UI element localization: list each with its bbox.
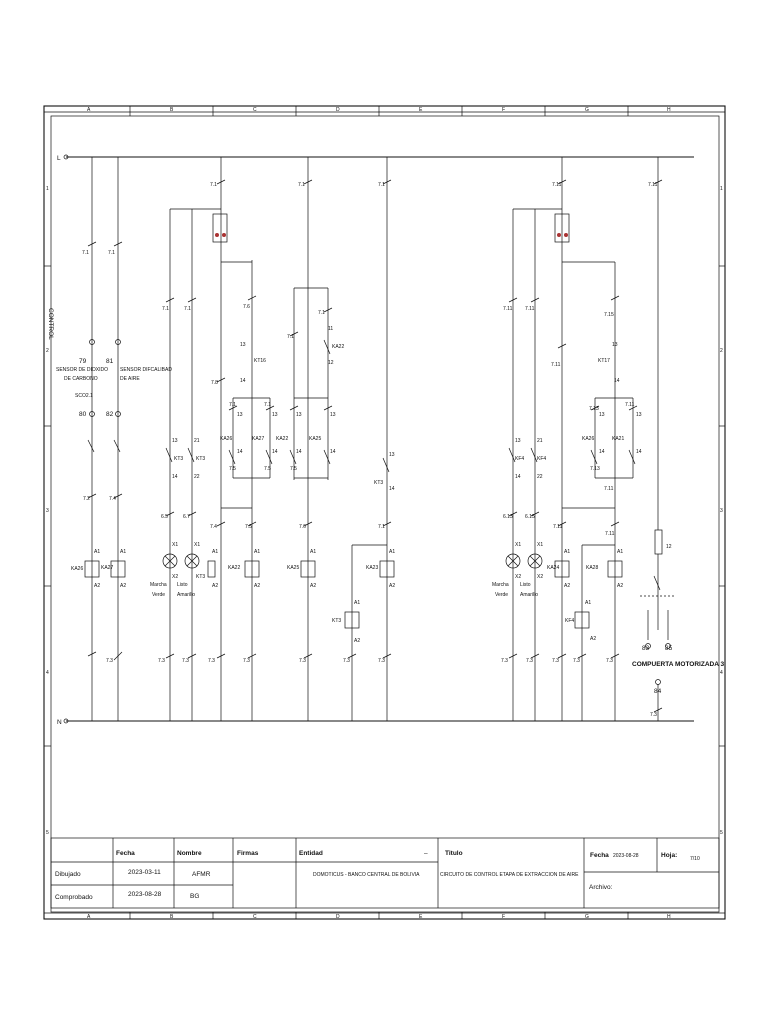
tb-col-entidad: Entidad bbox=[299, 850, 323, 857]
ref-7-3-r1: 7.3 bbox=[501, 658, 508, 664]
tb-row-comprobado: Comprobado bbox=[55, 894, 93, 901]
ka22-nc-12: 12 bbox=[328, 360, 334, 366]
ref-7-3-e: 7.3 bbox=[243, 658, 250, 664]
coil-a1-r2: A1 bbox=[617, 549, 624, 555]
ref-7-3-r5: 7.3 bbox=[606, 658, 613, 664]
kt3-timer-contact-14: 14 bbox=[389, 486, 395, 492]
ka26-r-contact-13: 13 bbox=[599, 412, 605, 418]
ref-7-1-g: 7.1 bbox=[108, 250, 115, 256]
ref-7-3-b: 7.3 bbox=[158, 658, 165, 664]
ref-7-4-a: 7.4 bbox=[210, 524, 217, 530]
sensor-co2-desc-1: SENSOR DE DIOXIDO bbox=[56, 367, 108, 373]
ka22-contact-13: 13 bbox=[296, 412, 302, 418]
sensor-air-desc-2: DE AIRE bbox=[120, 376, 140, 382]
coil-a2-r3: A2 bbox=[590, 636, 597, 642]
row-label-1: 1 bbox=[46, 186, 49, 192]
coil-a2-4: A2 bbox=[310, 583, 317, 589]
tb-date-checked: 2023-08-28 bbox=[128, 891, 162, 898]
coil-a2-kt3: A2 bbox=[212, 583, 219, 589]
ref-7-13-a: 7.13 bbox=[589, 406, 599, 412]
kf4-contact-14: 14 bbox=[515, 474, 521, 480]
ref-7-6-b: 7.6 bbox=[299, 524, 306, 530]
row-label-2: 2 bbox=[46, 348, 49, 354]
lamp-amber-color-right: Amarillo bbox=[520, 592, 539, 598]
kt16-contact-13: 13 bbox=[240, 342, 246, 348]
coil-a1-5: A1 bbox=[389, 549, 396, 555]
ka27-contact-14: 14 bbox=[272, 449, 278, 455]
lamp-x2-green: X2 bbox=[172, 574, 179, 580]
kt3-coil2-label: KT3 bbox=[332, 618, 342, 624]
tb-date-drawn: 2023-03-11 bbox=[128, 869, 161, 876]
kt16-label: KT16 bbox=[254, 358, 266, 364]
col-label-f: F bbox=[502, 107, 506, 113]
ref-7-5-c: 7.5 bbox=[290, 466, 297, 472]
col-label-a: A bbox=[87, 107, 91, 113]
ref-7-3-a: 7.3 bbox=[106, 658, 113, 664]
ref-7-3-r2: 7.3 bbox=[526, 658, 533, 664]
kt3-contact-14: 14 bbox=[172, 474, 178, 480]
tb-col-fecha: Fecha bbox=[116, 850, 135, 857]
coil-a2-r1: A2 bbox=[564, 583, 571, 589]
tb-title: CIRCUITO DE CONTROL ETAPA DE EXTRACCION DE AIRE bbox=[440, 872, 579, 878]
col-label-h-bottom: H bbox=[667, 914, 671, 920]
col-label-f-bottom: F bbox=[502, 914, 506, 920]
ka22-contact-label: KA22 bbox=[276, 436, 289, 442]
damper-terminal-83: 83 bbox=[642, 645, 650, 652]
kt3-contact-label-1: KT3 bbox=[174, 456, 184, 462]
relay-ka27-label: KA27 bbox=[101, 565, 114, 571]
ref-7-1-e: 7.1 bbox=[184, 306, 191, 312]
col-label-g-bottom: G bbox=[585, 914, 589, 920]
row-label-4-right: 4 bbox=[720, 670, 723, 676]
ka22-contact-14: 14 bbox=[296, 449, 302, 455]
ref-7-11-e: 7.11 bbox=[551, 362, 561, 368]
lamp-amber-name-right: Listo bbox=[520, 582, 531, 588]
ref-7-11-i: 7.11 bbox=[605, 531, 615, 537]
ref-7-1-k: 7.1 bbox=[264, 402, 271, 408]
tb-col-titulo: Titulo bbox=[445, 850, 463, 857]
kf4-contact-13: 13 bbox=[515, 438, 521, 444]
ref-6-15: 6.15 bbox=[525, 514, 535, 520]
rail-n-label: N bbox=[57, 719, 62, 726]
lamp-x1-amber: X1 bbox=[194, 542, 201, 548]
row-label-1-right: 1 bbox=[720, 186, 723, 192]
lamp-x1-green-right: X1 bbox=[515, 542, 522, 548]
ref-7-2: 7.2 bbox=[83, 496, 90, 502]
ka26-r-contact-label: KA26 bbox=[582, 436, 595, 442]
tb-archivo-label: Archivo: bbox=[589, 884, 613, 891]
right-control-circuit bbox=[492, 157, 724, 721]
lamp-green-name-right: Marcha bbox=[492, 582, 509, 588]
ref-7-5-d: 7.5 bbox=[245, 524, 252, 530]
tb-hoja-value: 7/10 bbox=[690, 856, 700, 862]
col-label-b: B bbox=[170, 107, 174, 113]
kf4-contact-21: 21 bbox=[537, 438, 543, 444]
ka25-contact-13: 13 bbox=[330, 412, 336, 418]
ka21-contact-label: KA21 bbox=[612, 436, 625, 442]
ref-7-11-a: 7.11 bbox=[552, 182, 562, 188]
ref-7-3-g: 7.3 bbox=[343, 658, 350, 664]
title-block bbox=[51, 838, 719, 908]
tb-hoja-label: Hoja: bbox=[661, 852, 678, 859]
coil-a1-3: A1 bbox=[254, 549, 261, 555]
ref-6-7: 6.7 bbox=[183, 514, 190, 520]
lamp-x2-green-right: X2 bbox=[515, 574, 522, 580]
tb-name-drawn: AFMR bbox=[192, 871, 211, 878]
kt3-contact-13: 13 bbox=[172, 438, 178, 444]
ref-7-15: 7.15 bbox=[604, 312, 614, 318]
ka25-coil-label: KA25 bbox=[287, 565, 300, 571]
col-label-e-bottom: E bbox=[419, 914, 423, 920]
col-label-g: G bbox=[585, 107, 589, 113]
lamp-x2-amber-right: X2 bbox=[537, 574, 544, 580]
col-label-a-bottom: A bbox=[87, 914, 91, 920]
kf4-contact-label-2: KF4 bbox=[537, 456, 547, 462]
ref-7-5-b: 7.5 bbox=[264, 466, 271, 472]
drawing-frame bbox=[44, 106, 725, 920]
sensor-co2-desc-2: DE CARBONO bbox=[64, 376, 98, 382]
ref-7-1-f: 7.1 bbox=[82, 250, 89, 256]
coil-a2-2: A2 bbox=[120, 583, 127, 589]
kt3-contact-label-2: KT3 bbox=[196, 456, 206, 462]
kt17-contact-13: 13 bbox=[612, 342, 618, 348]
tb-col-nombre: Nombre bbox=[177, 850, 202, 857]
ref-7-3-d: 7.3 bbox=[208, 658, 215, 664]
relay-ka26-label: KA26 bbox=[71, 566, 84, 572]
damper-terminal-84: 84 bbox=[654, 688, 662, 695]
damper-label: COMPUERTA MOTORIZADA 3 bbox=[632, 661, 725, 668]
coil-a2-1: A2 bbox=[94, 583, 101, 589]
lamp-green-color: Verde bbox=[152, 592, 166, 598]
left-control-circuit bbox=[56, 157, 395, 721]
ka26-contact-14: 14 bbox=[237, 449, 243, 455]
ref-7-11-c: 7.11 bbox=[503, 306, 513, 312]
ref-7-11-b: 7.11 bbox=[648, 182, 658, 188]
damper-terminal-85: 85 bbox=[665, 645, 673, 652]
ka23-coil-label: KA23 bbox=[366, 565, 379, 571]
tb-name-checked: BG bbox=[190, 893, 200, 900]
selector-switch-left bbox=[213, 214, 227, 242]
coil-a1-1: A1 bbox=[94, 549, 101, 555]
kt17-contact-14: 14 bbox=[614, 378, 620, 384]
ref-7-1-c: 7.1 bbox=[378, 182, 385, 188]
ref-7-1-d: 7.1 bbox=[162, 306, 169, 312]
ref-6-5: 6.5 bbox=[161, 514, 168, 520]
control-section-label: CONTROL bbox=[47, 308, 54, 340]
sensor-air-terminal-bottom: 82 bbox=[106, 411, 114, 418]
coil-a1-4: A1 bbox=[310, 549, 317, 555]
row-label-3: 3 bbox=[46, 508, 49, 514]
kt16-contact-14: 14 bbox=[240, 378, 246, 384]
row-label-2-right: 2 bbox=[720, 348, 723, 354]
kt3-timer-contact-13: 13 bbox=[389, 452, 395, 458]
ka26-contact-13: 13 bbox=[237, 412, 243, 418]
ref-7-4-b: 7.4 bbox=[109, 496, 116, 502]
lamp-amber-name: Listo bbox=[177, 582, 188, 588]
col-label-h: H bbox=[667, 107, 671, 113]
ka27-r-contact-13: 13 bbox=[636, 412, 642, 418]
coil-a1-r1: A1 bbox=[564, 549, 571, 555]
tb-entity: DOMOTICUS - BANCO CENTRAL DE BOLIVIA bbox=[313, 872, 420, 878]
col-label-d: D bbox=[336, 107, 340, 113]
kt3-timer-contact-label: KT3 bbox=[374, 480, 384, 486]
col-label-b-bottom: B bbox=[170, 914, 174, 920]
coil-a1-2: A1 bbox=[120, 549, 127, 555]
ka26-contact-label: KA26 bbox=[220, 436, 233, 442]
sensor-co2-tag: SCO2.1 bbox=[75, 393, 93, 399]
tb-fecha-label: Fecha bbox=[590, 852, 609, 859]
ka22-nc-11: 11 bbox=[328, 326, 334, 332]
col-label-d-bottom: D bbox=[336, 914, 340, 920]
ref-7-11-d: 7.11 bbox=[525, 306, 535, 312]
damper-sensor-label: 12 bbox=[666, 544, 672, 550]
kt3-contact-22: 22 bbox=[194, 474, 200, 480]
ref-7-3-f: 7.3 bbox=[299, 658, 306, 664]
ref-7-3-h: 7.3 bbox=[378, 658, 385, 664]
row-label-5-right: 5 bbox=[720, 830, 723, 836]
tb-row-dibujado: Dibujado bbox=[55, 871, 81, 878]
ref-7-8: 7.8 bbox=[211, 380, 218, 386]
ref-7-3-r3: 7.3 bbox=[552, 658, 559, 664]
sensor-co2-terminal-bottom: 80 bbox=[79, 411, 87, 418]
lamp-green-color-right: Verde bbox=[495, 592, 509, 598]
ka27-contact-label: KA27 bbox=[252, 436, 265, 442]
ref-7-1-j: 7.1 bbox=[229, 402, 236, 408]
lamp-x1-green: X1 bbox=[172, 542, 179, 548]
ref-7-1-b: 7.1 bbox=[298, 182, 305, 188]
coil-a2-5: A2 bbox=[389, 583, 396, 589]
ka25-contact-14: 14 bbox=[330, 449, 336, 455]
ref-7-11-h: 7.11 bbox=[553, 524, 563, 530]
col-label-c: C bbox=[253, 107, 257, 113]
coil-a1-kt3: A1 bbox=[212, 549, 219, 555]
row-label-5: 5 bbox=[46, 830, 49, 836]
row-label-4: 4 bbox=[46, 670, 49, 676]
coil-a2-r2: A2 bbox=[617, 583, 624, 589]
kt17-label: KT17 bbox=[598, 358, 610, 364]
col-label-e: E bbox=[419, 107, 423, 113]
coil-a1-6: A1 bbox=[354, 600, 361, 606]
row-label-3-right: 3 bbox=[720, 508, 723, 514]
kf4-contact-22: 22 bbox=[537, 474, 543, 480]
ka22-coil-label: KA22 bbox=[228, 565, 241, 571]
lamp-green-name: Marcha bbox=[150, 582, 167, 588]
ref-7-11-f: 7.11 bbox=[625, 402, 635, 408]
ref-7-1-l: 7.1 bbox=[378, 524, 385, 530]
lamp-x1-amber-right: X1 bbox=[537, 542, 544, 548]
power-rails bbox=[57, 155, 694, 726]
ref-7-3-r4: 7.3 bbox=[573, 658, 580, 664]
tb-col-firmas: Firmas bbox=[237, 850, 259, 857]
ka27-contact-13: 13 bbox=[272, 412, 278, 418]
lamp-amber-color: Amarillo bbox=[177, 592, 196, 598]
rail-l-label: L bbox=[57, 155, 61, 162]
ref-7-13-b: 7.13 bbox=[590, 466, 600, 472]
ref-7-1-a: 7.1 bbox=[210, 182, 217, 188]
coil-a2-6: A2 bbox=[354, 638, 361, 644]
ka25-contact-label: KA25 bbox=[309, 436, 322, 442]
ka22-nc-label: KA22 bbox=[332, 344, 345, 350]
ref-7-6: 7.6 bbox=[243, 304, 250, 310]
ka27-r-contact-14: 14 bbox=[636, 449, 642, 455]
kf4-contact-label-1: KF4 bbox=[515, 456, 525, 462]
tb-fecha-value: 2023-08-28 bbox=[613, 853, 639, 859]
coil-a2-3: A2 bbox=[254, 583, 261, 589]
sensor-air-terminal-top: 81 bbox=[106, 358, 114, 365]
ref-7-5-a: 7.5 bbox=[229, 466, 236, 472]
ref-7-11-g: 7.11 bbox=[604, 486, 614, 492]
col-label-c-bottom: C bbox=[253, 914, 257, 920]
ref-7-3-r6: 7.3 bbox=[650, 712, 657, 718]
sensor-air-desc-1: SENSOR DIFCALIBAD bbox=[120, 367, 172, 373]
kf4-coil-label: KF4 bbox=[565, 618, 575, 624]
ref-7-1-i: 7.1 bbox=[318, 310, 325, 316]
kt3-contact-21: 21 bbox=[194, 438, 200, 444]
kt3-coil-label: KT3 bbox=[196, 574, 206, 580]
ref-6-13: 6.13 bbox=[503, 514, 513, 520]
sensor-co2-terminal-top: 79 bbox=[79, 358, 87, 365]
ref-7-1-h: 7.1 bbox=[287, 334, 294, 340]
ka26-r-contact-14: 14 bbox=[599, 449, 605, 455]
tb-entity-dash: – bbox=[424, 850, 428, 857]
ka28-coil-label: KA28 bbox=[586, 565, 599, 571]
ref-7-3-c: 7.3 bbox=[182, 658, 189, 664]
ka24-coil-label: KA24 bbox=[547, 565, 560, 571]
coil-a1-r3: A1 bbox=[585, 600, 592, 606]
